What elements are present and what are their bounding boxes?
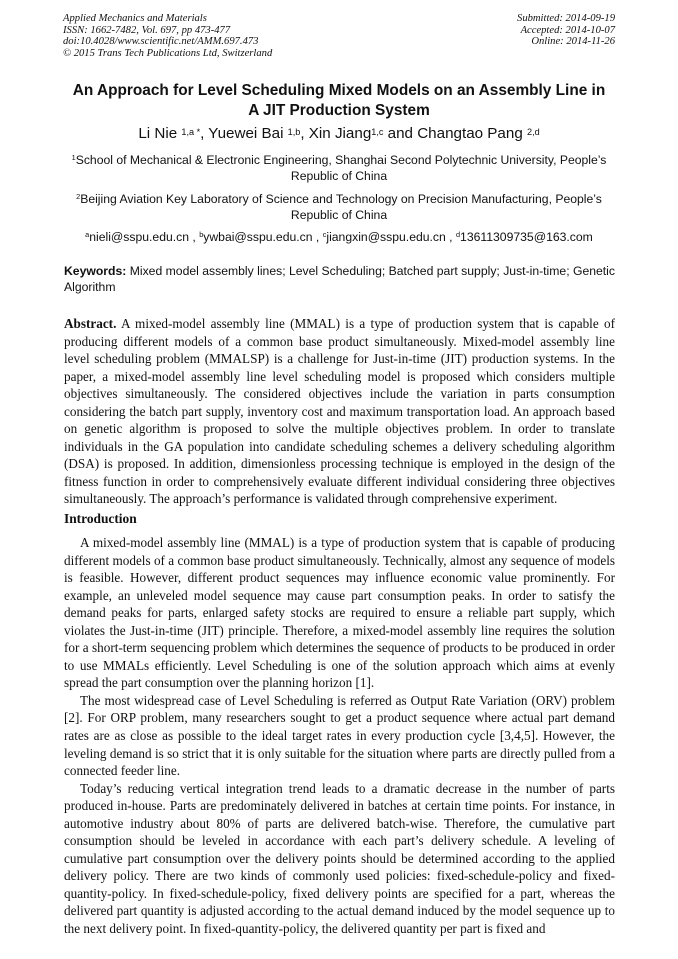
- affiliation-marker: 1: [71, 153, 76, 162]
- email-marker: a: [85, 230, 90, 239]
- author-emails: $^a$nieli@sspu.edu.cn , $^b$ywbai@sspu.edu.cn , $^c$jiangxin@sspu.edu.cn , $^d$13611309735@163.com: [85, 230, 593, 244]
- paper-title: [40, 81, 638, 120]
- keywords: [64, 263, 615, 295]
- abstract-label: Abstract.: [64, 316, 117, 331]
- online-date: Online: 2014-11-26: [531, 36, 615, 48]
- author-separator: and: [383, 125, 418, 142]
- author-affiliation-marker: 1,a *: [181, 127, 201, 137]
- paragraph: A mixed-model assembly line (MMAL) is a type of production system that is capable of producing different models of a common base product simultaneously. Technically, almost any sequence of models is feasible. However, different product sequences may influence economic value prominently. For example, an unleveled model sequence may cause part consumption peaks. In order to satisfy the demand peaks for parts, enlarged safety stocks are required to ensure a reliable part supply, which violates the Just-in-time (JIT) principle. Therefore, a mixed-model assembly line requires the solution for a short-term sequencing problem which determines the sequence of products to be produced in order to use MMALs efficiently. Level Scheduling is one of the solution approach which aims at evenly spread the part consumption over the planning horizon [1].: [64, 535, 615, 691]
- title-line-2: A JIT Production System: [248, 101, 430, 119]
- submitted-date: Submitted: 2014-09-19: [517, 13, 615, 24]
- title-line-1: An Approach for Level Scheduling Mixed Models on an Assembly Line in: [72, 82, 606, 99]
- affiliation-2: [40, 191, 638, 223]
- affiliation-1: [40, 152, 638, 184]
- email-marker: d: [455, 230, 461, 239]
- section-heading-introduction: Introduction: [64, 511, 137, 526]
- author-name: Li Nie: [138, 125, 182, 142]
- keywords-label: Keywords:: [64, 264, 127, 278]
- abstract-text: A mixed-model assembly line (MMAL) is a type of production system that is capable of producing different models of a common base product simultaneously. Mixed-model assembly line level scheduling problem (MMALSP) is a challenge for Just-in-time (JIT) production systems. In the paper, a mixed-model assembly line level scheduling model is proposed which considers multiple objectives simultaneously. The considered objectives include the variation in parts consumption considering the batch part supply, inventory cost and maximum transportation load. An approach based on genetic algorithm is proposed to solve the multiple objectives problem. In order to translate individuals in the GA population into candidate scheduling schemes a delivery scheduling algorithm (DSA) is proposed. In addition, dimensionless processing technique is employed in the design of the fitness function in order to comprehensively evaluate different individual considering three objectives simultaneously. The approach’s performance is validated through comprehensive experiment.: [64, 316, 615, 507]
- email-link[interactable]: nieli@sspu.edu.cn: [89, 230, 190, 244]
- accepted-date: Accepted: 2014-10-07: [520, 24, 615, 36]
- author-affiliation-marker: 1,c: [371, 127, 384, 137]
- author-affiliation-marker: 1,b: [287, 127, 301, 137]
- submission-dates: [517, 13, 615, 48]
- journal-issn: ISSN: 1662-7482, Vol. 697, pp 473-477: [63, 24, 231, 36]
- author-name: Changtao Pang: [417, 125, 527, 142]
- email-marker: b: [199, 230, 204, 239]
- affiliation-text: School of Mechanical & Electronic Engineering, Shanghai Second Polytechnic University, People’s: [75, 153, 607, 167]
- author-separator: ,: [300, 125, 309, 142]
- journal-copyright: © 2015 Trans Tech Publications Ltd, Switzerland: [63, 47, 273, 59]
- keywords-text: Mixed model assembly lines; Level Scheduling; Batched part supply; Just-in-time; Genetic Algorithm: [64, 264, 615, 294]
- affiliation-marker: 2: [76, 192, 81, 201]
- affiliation-country: Republic of China: [290, 169, 388, 183]
- paragraph: Today’s reducing vertical integration trend leads to a dramatic decrease in the number of parts produced in-house. Parts are predominately delivered in batches at certain time points. For instance, in automotive industry about 80% of parts are delivered batch-wise. Therefore, the cumulative part consumption should be leveled in accordance with each part’s delivery schedule. A leveling of cumulative part consumption over the delivery points should be determined according to the applied delivery policy. There are two kinds of commonly used policies: fixed-schedule-policy and fixed-quantity-policy. In fixed-schedule-policy, fixed delivery points are specified for a part, whereas the delivered part quantity is adjusted according to the actual demand induced by the model sequence up to the next delivery point. In fixed-quantity-policy, the delivered quantity per part is fixed and: [64, 780, 615, 937]
- email-marker: c: [322, 230, 327, 239]
- journal-name: Applied Mechanics and Materials: [63, 13, 207, 24]
- author-affiliation-marker: 2,d: [527, 127, 540, 137]
- journal-doi: doi:10.4028/www.scientific.net/AMM.697.473: [63, 36, 259, 48]
- affiliation-text: Beijing Aviation Key Laboratory of Science and Technology on Precision Manufacturing, People’s: [80, 192, 602, 206]
- journal-info: [63, 13, 272, 59]
- email-link[interactable]: jiangxin@sspu.edu.cn: [326, 230, 446, 244]
- introduction-body: [64, 534, 615, 938]
- email-link[interactable]: ywbai@sspu.edu.cn: [203, 230, 313, 244]
- email-link[interactable]: 13611309735@163.com: [460, 230, 593, 244]
- author-separator: ,: [200, 125, 209, 142]
- author-name: Yuewei Bai: [208, 125, 288, 142]
- author-name: Xin Jiang: [308, 125, 372, 142]
- paragraph: The most widespread case of Level Scheduling is referred as Output Rate Variation (ORV) problem [2]. For ORP problem, many researchers sought to get a product sequence where actual part demand rates are as close as possible to the ideal target rates in every production cycle [3,4,5]. However, the leveling demand is so strict that it is only suitable for the situation where parts are directly pulled from a connected feeder line.: [64, 692, 615, 779]
- abstract: [64, 315, 615, 508]
- author-list: [40, 124, 638, 144]
- affiliation-country: Republic of China: [290, 208, 388, 222]
